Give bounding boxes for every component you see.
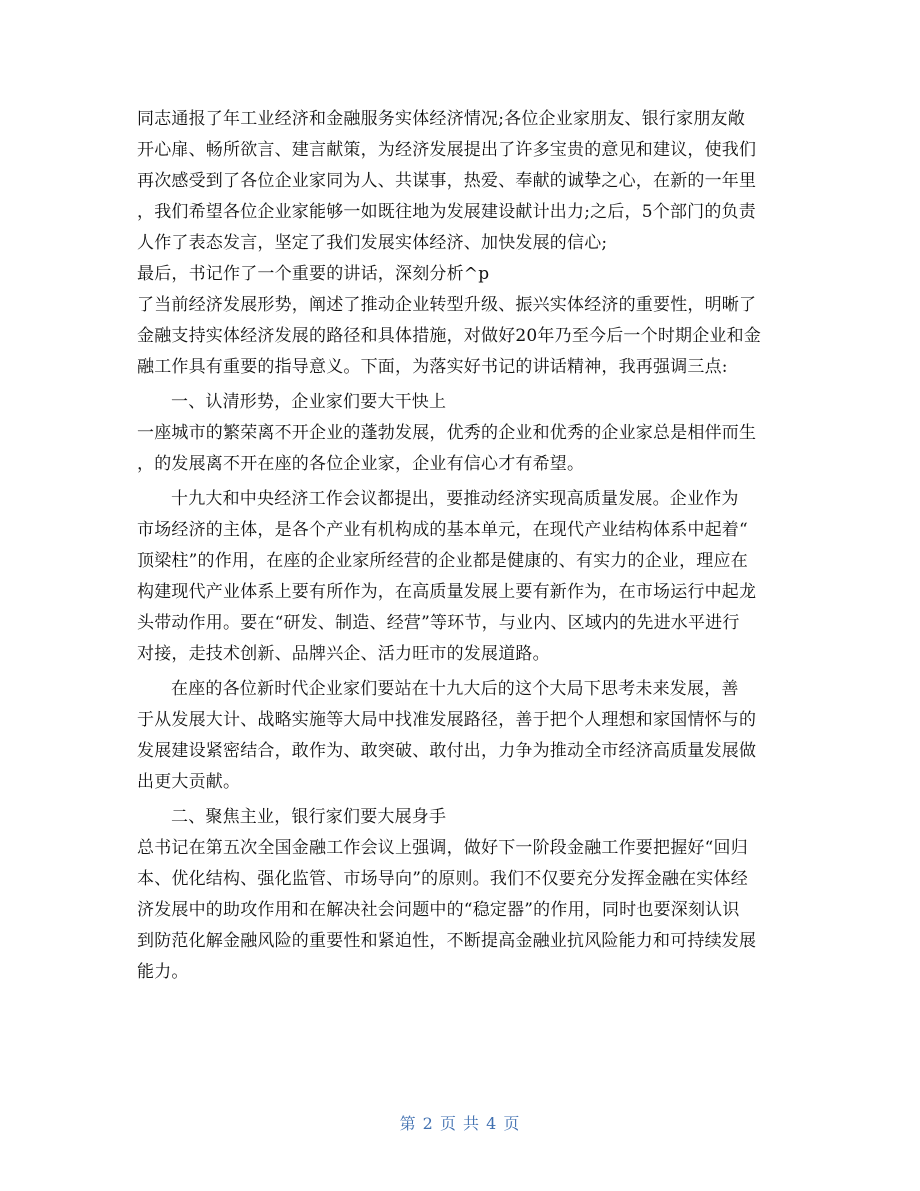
text-line: 开心扉、畅所欲言、建言献策，为经济发展提出了许多宝贵的意见和建议，使我们 xyxy=(137,140,757,160)
text-line: 总书记在第五次全国金融工作会议上强调，做好下一阶段金融工作要把握好“回归 xyxy=(137,838,748,858)
text-line: 同志通报了年工业经济和金融服务实体经济情况;各位企业家朋友、银行家朋友敞 xyxy=(137,109,745,129)
text-line: 济发展中的助攻作用和在解决社会问题中的“稳定器”的作用，同时也要深刻认识 xyxy=(137,900,740,920)
document-body xyxy=(137,104,787,988)
paragraph-first-line: 在座的各位新时代企业家们要站在十九大后的这个大局下思考未来发展，善 xyxy=(171,679,739,699)
text-line: 构建现代产业体系上要有所作为，在高质量发展上要有新作为，在市场运行中起龙 xyxy=(137,582,757,602)
text-line: 金融支持实体经济发展的路径和具体措施，对做好20年乃至今后一个时期企业和金 xyxy=(137,326,762,346)
text-line: 头带动作用。要在“研发、制造、经营”等环节，与业内、区域内的先进水平进行 xyxy=(137,613,740,633)
text-line: 能力。 xyxy=(137,962,189,982)
paragraph-first-line: 二、聚焦主业，银行家们要大展身手 xyxy=(171,807,447,827)
text-line: 最后，书记作了一个重要的讲话，深刻分析^p xyxy=(137,264,490,284)
text-line: 对接，走技术创新、品牌兴企、活力旺市的发展道路。 xyxy=(137,644,550,664)
text-line: 到防范化解金融风险的重要性和紧迫性，不断提高金融业抗风险能力和可持续发展 xyxy=(137,931,757,951)
text-line: 人作了表态发言，坚定了我们发展实体经济、加快发展的信心; xyxy=(137,233,608,253)
text-line: 于从发展大计、战略实施等大局中找准发展路径，善于把个人理想和家国情怀与的 xyxy=(137,710,757,730)
text-line: 出更大贡献。 xyxy=(137,772,241,792)
paragraph-first-line: 一、认清形势，企业家们要大干快上 xyxy=(171,392,447,412)
text-line: ，的发展离不开在座的各位企业家，企业有信心才有希望。 xyxy=(137,454,585,474)
text-line: 顶梁柱”的作用，在座的企业家所经营的企业都是健康的、有实力的企业，理应在 xyxy=(137,551,748,571)
paragraph-first-line: 十九大和中央经济工作会议都提出，要推动经济实现高质量发展。企业作为 xyxy=(171,489,739,509)
text-line: 市场经济的主体，是各个产业有机构成的基本单元，在现代产业结构体系中起着“ xyxy=(137,520,748,540)
text-line: 再次感受到了各位企业家同为人、共谋事，热爱、奉献的诚挚之心，在新的一年里 xyxy=(137,171,757,191)
page-number-footer: 第 2 页 共 4 页 xyxy=(399,1114,521,1133)
text-line: 了当前经济发展形势，阐述了推动企业转型升级、振兴实体经济的重要性，明晰了 xyxy=(137,295,757,315)
text-line: 本、优化结构、强化监管、市场导向”的原则。我们不仅要充分发挥金融在实体经 xyxy=(137,869,748,889)
text-line: 融工作具有重要的指导意义。下面，为落实好书记的讲话精神，我再强调三点: xyxy=(137,357,728,377)
text-line: 发展建设紧密结合，敢作为、敢突破、敢付出，力争为推动全市经济高质量发展做 xyxy=(137,741,757,761)
text-line: ，我们希望各位企业家能够一如既往地为发展建设献计出力;之后，5个部门的负责 xyxy=(137,202,756,222)
text-line: 一座城市的繁荣离不开企业的蓬勃发展，优秀的企业和优秀的企业家总是相伴而生 xyxy=(137,423,757,443)
